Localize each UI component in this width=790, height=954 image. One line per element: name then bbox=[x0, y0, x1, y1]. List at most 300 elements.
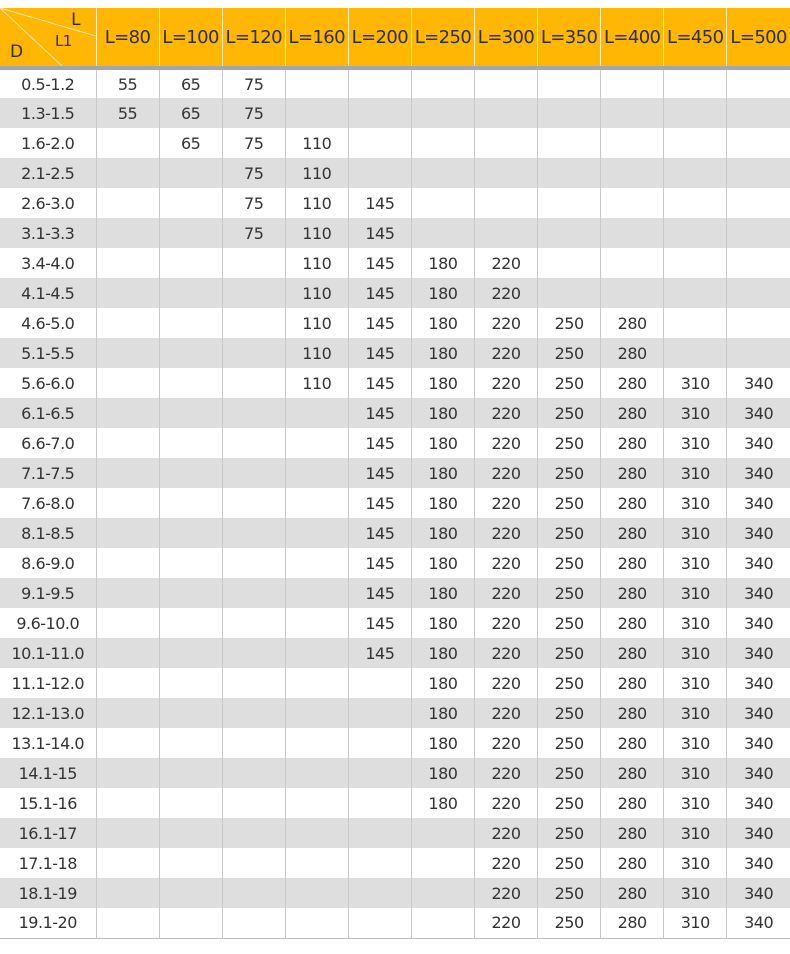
value-cell: 220 bbox=[474, 818, 537, 848]
value-cell bbox=[159, 338, 222, 368]
value-cell: 145 bbox=[348, 458, 411, 488]
table-row bbox=[0, 578, 790, 608]
diameter-range-cell: 7.1-7.5 bbox=[0, 458, 96, 488]
value-cell: 75 bbox=[222, 188, 285, 218]
table-row bbox=[0, 248, 790, 278]
value-cell: 145 bbox=[348, 638, 411, 668]
value-cell: 310 bbox=[664, 788, 727, 818]
value-cell: 250 bbox=[538, 638, 601, 668]
value-cell bbox=[474, 188, 537, 218]
diameter-range-cell: 1.3-1.5 bbox=[0, 98, 96, 128]
value-cell bbox=[285, 698, 348, 728]
value-cell: 180 bbox=[411, 548, 474, 578]
value-cell bbox=[285, 458, 348, 488]
value-cell bbox=[96, 398, 159, 428]
value-cell: 220 bbox=[474, 518, 537, 548]
value-cell bbox=[96, 428, 159, 458]
table-row bbox=[0, 458, 790, 488]
header-row bbox=[0, 8, 790, 68]
value-cell bbox=[664, 98, 727, 128]
column-header: L=400 bbox=[601, 8, 664, 68]
value-cell: 180 bbox=[411, 788, 474, 818]
value-cell: 145 bbox=[348, 278, 411, 308]
value-cell bbox=[159, 458, 222, 488]
value-cell bbox=[538, 218, 601, 248]
table-row bbox=[0, 668, 790, 698]
value-cell: 180 bbox=[411, 308, 474, 338]
value-cell bbox=[411, 848, 474, 878]
value-cell bbox=[411, 128, 474, 158]
table-row bbox=[0, 278, 790, 308]
value-cell: 280 bbox=[601, 788, 664, 818]
value-cell: 180 bbox=[411, 608, 474, 638]
value-cell bbox=[222, 458, 285, 488]
value-cell bbox=[538, 278, 601, 308]
value-cell: 110 bbox=[285, 188, 348, 218]
value-cell bbox=[222, 398, 285, 428]
value-cell bbox=[222, 788, 285, 818]
table-row bbox=[0, 908, 790, 938]
table-row bbox=[0, 518, 790, 548]
value-cell bbox=[474, 158, 537, 188]
diameter-range-cell: 9.1-9.5 bbox=[0, 578, 96, 608]
value-cell: 180 bbox=[411, 668, 474, 698]
value-cell: 220 bbox=[474, 278, 537, 308]
diameter-range-cell: 8.6-9.0 bbox=[0, 548, 96, 578]
value-cell bbox=[411, 908, 474, 938]
table-row bbox=[0, 728, 790, 758]
value-cell: 180 bbox=[411, 368, 474, 398]
table-row bbox=[0, 608, 790, 638]
value-cell bbox=[285, 608, 348, 638]
value-cell bbox=[285, 848, 348, 878]
corner-label-diameter: D bbox=[10, 42, 23, 62]
value-cell: 145 bbox=[348, 518, 411, 548]
table-row bbox=[0, 308, 790, 338]
value-cell bbox=[159, 608, 222, 638]
value-cell bbox=[222, 308, 285, 338]
value-cell: 180 bbox=[411, 728, 474, 758]
value-cell bbox=[348, 128, 411, 158]
value-cell bbox=[664, 68, 727, 98]
value-cell: 280 bbox=[601, 698, 664, 728]
value-cell: 145 bbox=[348, 548, 411, 578]
value-cell: 340 bbox=[727, 518, 790, 548]
value-cell: 280 bbox=[601, 308, 664, 338]
value-cell bbox=[285, 878, 348, 908]
value-cell bbox=[159, 578, 222, 608]
value-cell: 180 bbox=[411, 518, 474, 548]
value-cell: 220 bbox=[474, 608, 537, 638]
diameter-range-cell: 6.1-6.5 bbox=[0, 398, 96, 428]
value-cell bbox=[601, 278, 664, 308]
column-header: L=250 bbox=[411, 8, 474, 68]
value-cell bbox=[159, 518, 222, 548]
value-cell: 340 bbox=[727, 758, 790, 788]
diameter-range-cell: 18.1-19 bbox=[0, 878, 96, 908]
value-cell: 250 bbox=[538, 398, 601, 428]
value-cell: 340 bbox=[727, 848, 790, 878]
value-cell: 180 bbox=[411, 698, 474, 728]
column-header: L=350 bbox=[538, 8, 601, 68]
value-cell: 310 bbox=[664, 518, 727, 548]
value-cell bbox=[159, 158, 222, 188]
value-cell: 180 bbox=[411, 248, 474, 278]
value-cell: 280 bbox=[601, 758, 664, 788]
value-cell bbox=[727, 128, 790, 158]
value-cell bbox=[348, 98, 411, 128]
value-cell: 250 bbox=[538, 668, 601, 698]
value-cell bbox=[664, 218, 727, 248]
value-cell bbox=[159, 398, 222, 428]
value-cell bbox=[727, 278, 790, 308]
value-cell: 145 bbox=[348, 428, 411, 458]
value-cell bbox=[411, 188, 474, 218]
value-cell bbox=[538, 128, 601, 158]
value-cell: 145 bbox=[348, 338, 411, 368]
value-cell: 110 bbox=[285, 128, 348, 158]
value-cell: 340 bbox=[727, 788, 790, 818]
value-cell bbox=[222, 638, 285, 668]
value-cell bbox=[348, 878, 411, 908]
value-cell bbox=[222, 248, 285, 278]
value-cell bbox=[348, 818, 411, 848]
value-cell: 250 bbox=[538, 488, 601, 518]
value-cell: 280 bbox=[601, 548, 664, 578]
value-cell bbox=[96, 248, 159, 278]
diameter-range-cell: 6.6-7.0 bbox=[0, 428, 96, 458]
table-row bbox=[0, 218, 790, 248]
value-cell: 180 bbox=[411, 488, 474, 518]
value-cell bbox=[96, 668, 159, 698]
value-cell bbox=[601, 188, 664, 218]
value-cell bbox=[411, 878, 474, 908]
table-row bbox=[0, 818, 790, 848]
value-cell bbox=[411, 158, 474, 188]
value-cell bbox=[96, 818, 159, 848]
value-cell: 110 bbox=[285, 158, 348, 188]
value-cell: 250 bbox=[538, 338, 601, 368]
value-cell bbox=[285, 908, 348, 938]
value-cell bbox=[222, 758, 285, 788]
value-cell bbox=[285, 758, 348, 788]
value-cell bbox=[348, 908, 411, 938]
value-cell: 280 bbox=[601, 638, 664, 668]
diameter-range-cell: 12.1-13.0 bbox=[0, 698, 96, 728]
value-cell: 65 bbox=[159, 98, 222, 128]
value-cell: 145 bbox=[348, 608, 411, 638]
value-cell bbox=[96, 458, 159, 488]
value-cell bbox=[96, 728, 159, 758]
value-cell: 75 bbox=[222, 68, 285, 98]
value-cell bbox=[159, 728, 222, 758]
diameter-range-cell: 2.1-2.5 bbox=[0, 158, 96, 188]
value-cell: 220 bbox=[474, 428, 537, 458]
diameter-range-cell: 19.1-20 bbox=[0, 908, 96, 938]
value-cell bbox=[474, 68, 537, 98]
table-row bbox=[0, 368, 790, 398]
value-cell: 145 bbox=[348, 578, 411, 608]
value-cell: 145 bbox=[348, 218, 411, 248]
value-cell: 340 bbox=[727, 668, 790, 698]
value-cell: 75 bbox=[222, 98, 285, 128]
value-cell bbox=[727, 158, 790, 188]
value-cell: 280 bbox=[601, 338, 664, 368]
diameter-range-cell: 5.1-5.5 bbox=[0, 338, 96, 368]
value-cell bbox=[664, 188, 727, 218]
value-cell: 280 bbox=[601, 398, 664, 428]
value-cell: 65 bbox=[159, 68, 222, 98]
diameter-range-cell: 3.4-4.0 bbox=[0, 248, 96, 278]
value-cell: 340 bbox=[727, 638, 790, 668]
value-cell: 310 bbox=[664, 848, 727, 878]
value-cell: 250 bbox=[538, 428, 601, 458]
corner-label-l1: L1 bbox=[55, 32, 72, 50]
value-cell bbox=[159, 308, 222, 338]
value-cell: 65 bbox=[159, 128, 222, 158]
value-cell bbox=[222, 428, 285, 458]
value-cell: 180 bbox=[411, 458, 474, 488]
diameter-range-cell: 5.6-6.0 bbox=[0, 368, 96, 398]
table-row bbox=[0, 878, 790, 908]
value-cell: 340 bbox=[727, 578, 790, 608]
value-cell bbox=[411, 68, 474, 98]
column-header: L=300 bbox=[474, 8, 537, 68]
value-cell: 110 bbox=[285, 278, 348, 308]
table-row bbox=[0, 848, 790, 878]
value-cell bbox=[348, 728, 411, 758]
value-cell bbox=[159, 428, 222, 458]
column-header: L=80 bbox=[96, 8, 159, 68]
value-cell bbox=[222, 698, 285, 728]
value-cell: 340 bbox=[727, 458, 790, 488]
value-cell: 180 bbox=[411, 398, 474, 428]
value-cell: 220 bbox=[474, 398, 537, 428]
value-cell: 180 bbox=[411, 758, 474, 788]
value-cell: 280 bbox=[601, 878, 664, 908]
value-cell bbox=[96, 578, 159, 608]
value-cell bbox=[159, 668, 222, 698]
value-cell: 250 bbox=[538, 818, 601, 848]
value-cell: 220 bbox=[474, 548, 537, 578]
value-cell bbox=[411, 218, 474, 248]
value-cell bbox=[96, 188, 159, 218]
value-cell: 340 bbox=[727, 368, 790, 398]
value-cell bbox=[222, 878, 285, 908]
value-cell bbox=[159, 818, 222, 848]
column-header: L=450 bbox=[664, 8, 727, 68]
value-cell: 340 bbox=[727, 428, 790, 458]
value-cell: 310 bbox=[664, 638, 727, 668]
value-cell bbox=[538, 68, 601, 98]
value-cell bbox=[159, 908, 222, 938]
value-cell bbox=[601, 128, 664, 158]
value-cell: 310 bbox=[664, 608, 727, 638]
value-cell bbox=[222, 668, 285, 698]
value-cell bbox=[601, 158, 664, 188]
value-cell bbox=[727, 248, 790, 278]
diameter-range-cell: 15.1-16 bbox=[0, 788, 96, 818]
value-cell: 340 bbox=[727, 878, 790, 908]
value-cell bbox=[159, 218, 222, 248]
value-cell: 110 bbox=[285, 308, 348, 338]
value-cell: 280 bbox=[601, 428, 664, 458]
value-cell: 280 bbox=[601, 518, 664, 548]
value-cell bbox=[96, 518, 159, 548]
value-cell bbox=[601, 218, 664, 248]
value-cell bbox=[411, 98, 474, 128]
value-cell: 310 bbox=[664, 878, 727, 908]
value-cell bbox=[222, 488, 285, 518]
value-cell bbox=[474, 218, 537, 248]
value-cell: 180 bbox=[411, 578, 474, 608]
value-cell bbox=[538, 158, 601, 188]
value-cell: 110 bbox=[285, 248, 348, 278]
value-cell bbox=[285, 98, 348, 128]
value-cell bbox=[96, 278, 159, 308]
value-cell: 310 bbox=[664, 758, 727, 788]
value-cell: 280 bbox=[601, 728, 664, 758]
column-header: L=120 bbox=[222, 8, 285, 68]
diameter-range-cell: 9.6-10.0 bbox=[0, 608, 96, 638]
value-cell: 75 bbox=[222, 218, 285, 248]
value-cell bbox=[664, 128, 727, 158]
value-cell bbox=[96, 848, 159, 878]
value-cell bbox=[96, 158, 159, 188]
value-cell bbox=[348, 698, 411, 728]
diameter-range-cell: 17.1-18 bbox=[0, 848, 96, 878]
value-cell bbox=[538, 188, 601, 218]
value-cell bbox=[727, 338, 790, 368]
value-cell: 340 bbox=[727, 818, 790, 848]
value-cell bbox=[159, 878, 222, 908]
value-cell bbox=[727, 188, 790, 218]
corner-header-cell bbox=[0, 8, 96, 68]
value-cell: 250 bbox=[538, 518, 601, 548]
value-cell: 145 bbox=[348, 248, 411, 278]
value-cell: 220 bbox=[474, 668, 537, 698]
diameter-range-cell: 1.6-2.0 bbox=[0, 128, 96, 158]
value-cell: 250 bbox=[538, 698, 601, 728]
value-cell bbox=[96, 128, 159, 158]
table-row bbox=[0, 98, 790, 128]
value-cell: 220 bbox=[474, 458, 537, 488]
value-cell bbox=[96, 548, 159, 578]
value-cell bbox=[159, 698, 222, 728]
diameter-range-cell: 16.1-17 bbox=[0, 818, 96, 848]
value-cell bbox=[96, 218, 159, 248]
value-cell: 280 bbox=[601, 458, 664, 488]
value-cell: 280 bbox=[601, 668, 664, 698]
value-cell bbox=[222, 548, 285, 578]
value-cell: 250 bbox=[538, 308, 601, 338]
value-cell bbox=[96, 788, 159, 818]
value-cell bbox=[96, 308, 159, 338]
value-cell: 310 bbox=[664, 458, 727, 488]
value-cell: 250 bbox=[538, 608, 601, 638]
value-cell bbox=[222, 578, 285, 608]
value-cell: 310 bbox=[664, 908, 727, 938]
value-cell bbox=[222, 518, 285, 548]
value-cell bbox=[664, 308, 727, 338]
value-cell: 220 bbox=[474, 788, 537, 818]
value-cell: 220 bbox=[474, 908, 537, 938]
value-cell: 220 bbox=[474, 488, 537, 518]
value-cell bbox=[222, 908, 285, 938]
value-cell: 280 bbox=[601, 908, 664, 938]
length-spec-table bbox=[0, 8, 790, 939]
value-cell: 250 bbox=[538, 578, 601, 608]
value-cell bbox=[348, 848, 411, 878]
value-cell: 180 bbox=[411, 428, 474, 458]
value-cell: 145 bbox=[348, 488, 411, 518]
value-cell: 280 bbox=[601, 848, 664, 878]
value-cell: 250 bbox=[538, 908, 601, 938]
value-cell bbox=[285, 68, 348, 98]
value-cell: 280 bbox=[601, 578, 664, 608]
diameter-range-cell: 13.1-14.0 bbox=[0, 728, 96, 758]
value-cell bbox=[411, 818, 474, 848]
value-cell bbox=[222, 728, 285, 758]
value-cell bbox=[159, 188, 222, 218]
value-cell bbox=[285, 818, 348, 848]
table-row bbox=[0, 488, 790, 518]
value-cell: 220 bbox=[474, 728, 537, 758]
value-cell: 250 bbox=[538, 458, 601, 488]
value-cell bbox=[159, 368, 222, 398]
value-cell bbox=[159, 278, 222, 308]
value-cell: 250 bbox=[538, 368, 601, 398]
diameter-range-cell: 0.5-1.2 bbox=[0, 68, 96, 98]
value-cell bbox=[96, 488, 159, 518]
value-cell bbox=[222, 278, 285, 308]
value-cell: 310 bbox=[664, 698, 727, 728]
table-row bbox=[0, 788, 790, 818]
value-cell bbox=[96, 638, 159, 668]
value-cell bbox=[285, 488, 348, 518]
value-cell bbox=[96, 698, 159, 728]
value-cell: 110 bbox=[285, 338, 348, 368]
value-cell: 220 bbox=[474, 638, 537, 668]
value-cell bbox=[159, 848, 222, 878]
table-row bbox=[0, 638, 790, 668]
value-cell: 180 bbox=[411, 278, 474, 308]
value-cell: 220 bbox=[474, 848, 537, 878]
value-cell: 220 bbox=[474, 368, 537, 398]
table-row bbox=[0, 698, 790, 728]
value-cell: 55 bbox=[96, 68, 159, 98]
column-header: L=100 bbox=[159, 8, 222, 68]
column-header: L=500 bbox=[727, 8, 790, 68]
diameter-range-cell: 3.1-3.3 bbox=[0, 218, 96, 248]
value-cell bbox=[285, 578, 348, 608]
value-cell bbox=[727, 218, 790, 248]
value-cell bbox=[96, 878, 159, 908]
value-cell bbox=[96, 758, 159, 788]
value-cell: 310 bbox=[664, 368, 727, 398]
value-cell: 145 bbox=[348, 188, 411, 218]
table-row bbox=[0, 758, 790, 788]
value-cell: 340 bbox=[727, 728, 790, 758]
value-cell bbox=[285, 398, 348, 428]
value-cell bbox=[222, 608, 285, 638]
diameter-range-cell: 11.1-12.0 bbox=[0, 668, 96, 698]
column-header: L=160 bbox=[285, 8, 348, 68]
value-cell: 340 bbox=[727, 608, 790, 638]
table-row bbox=[0, 398, 790, 428]
value-cell: 310 bbox=[664, 578, 727, 608]
value-cell bbox=[538, 98, 601, 128]
